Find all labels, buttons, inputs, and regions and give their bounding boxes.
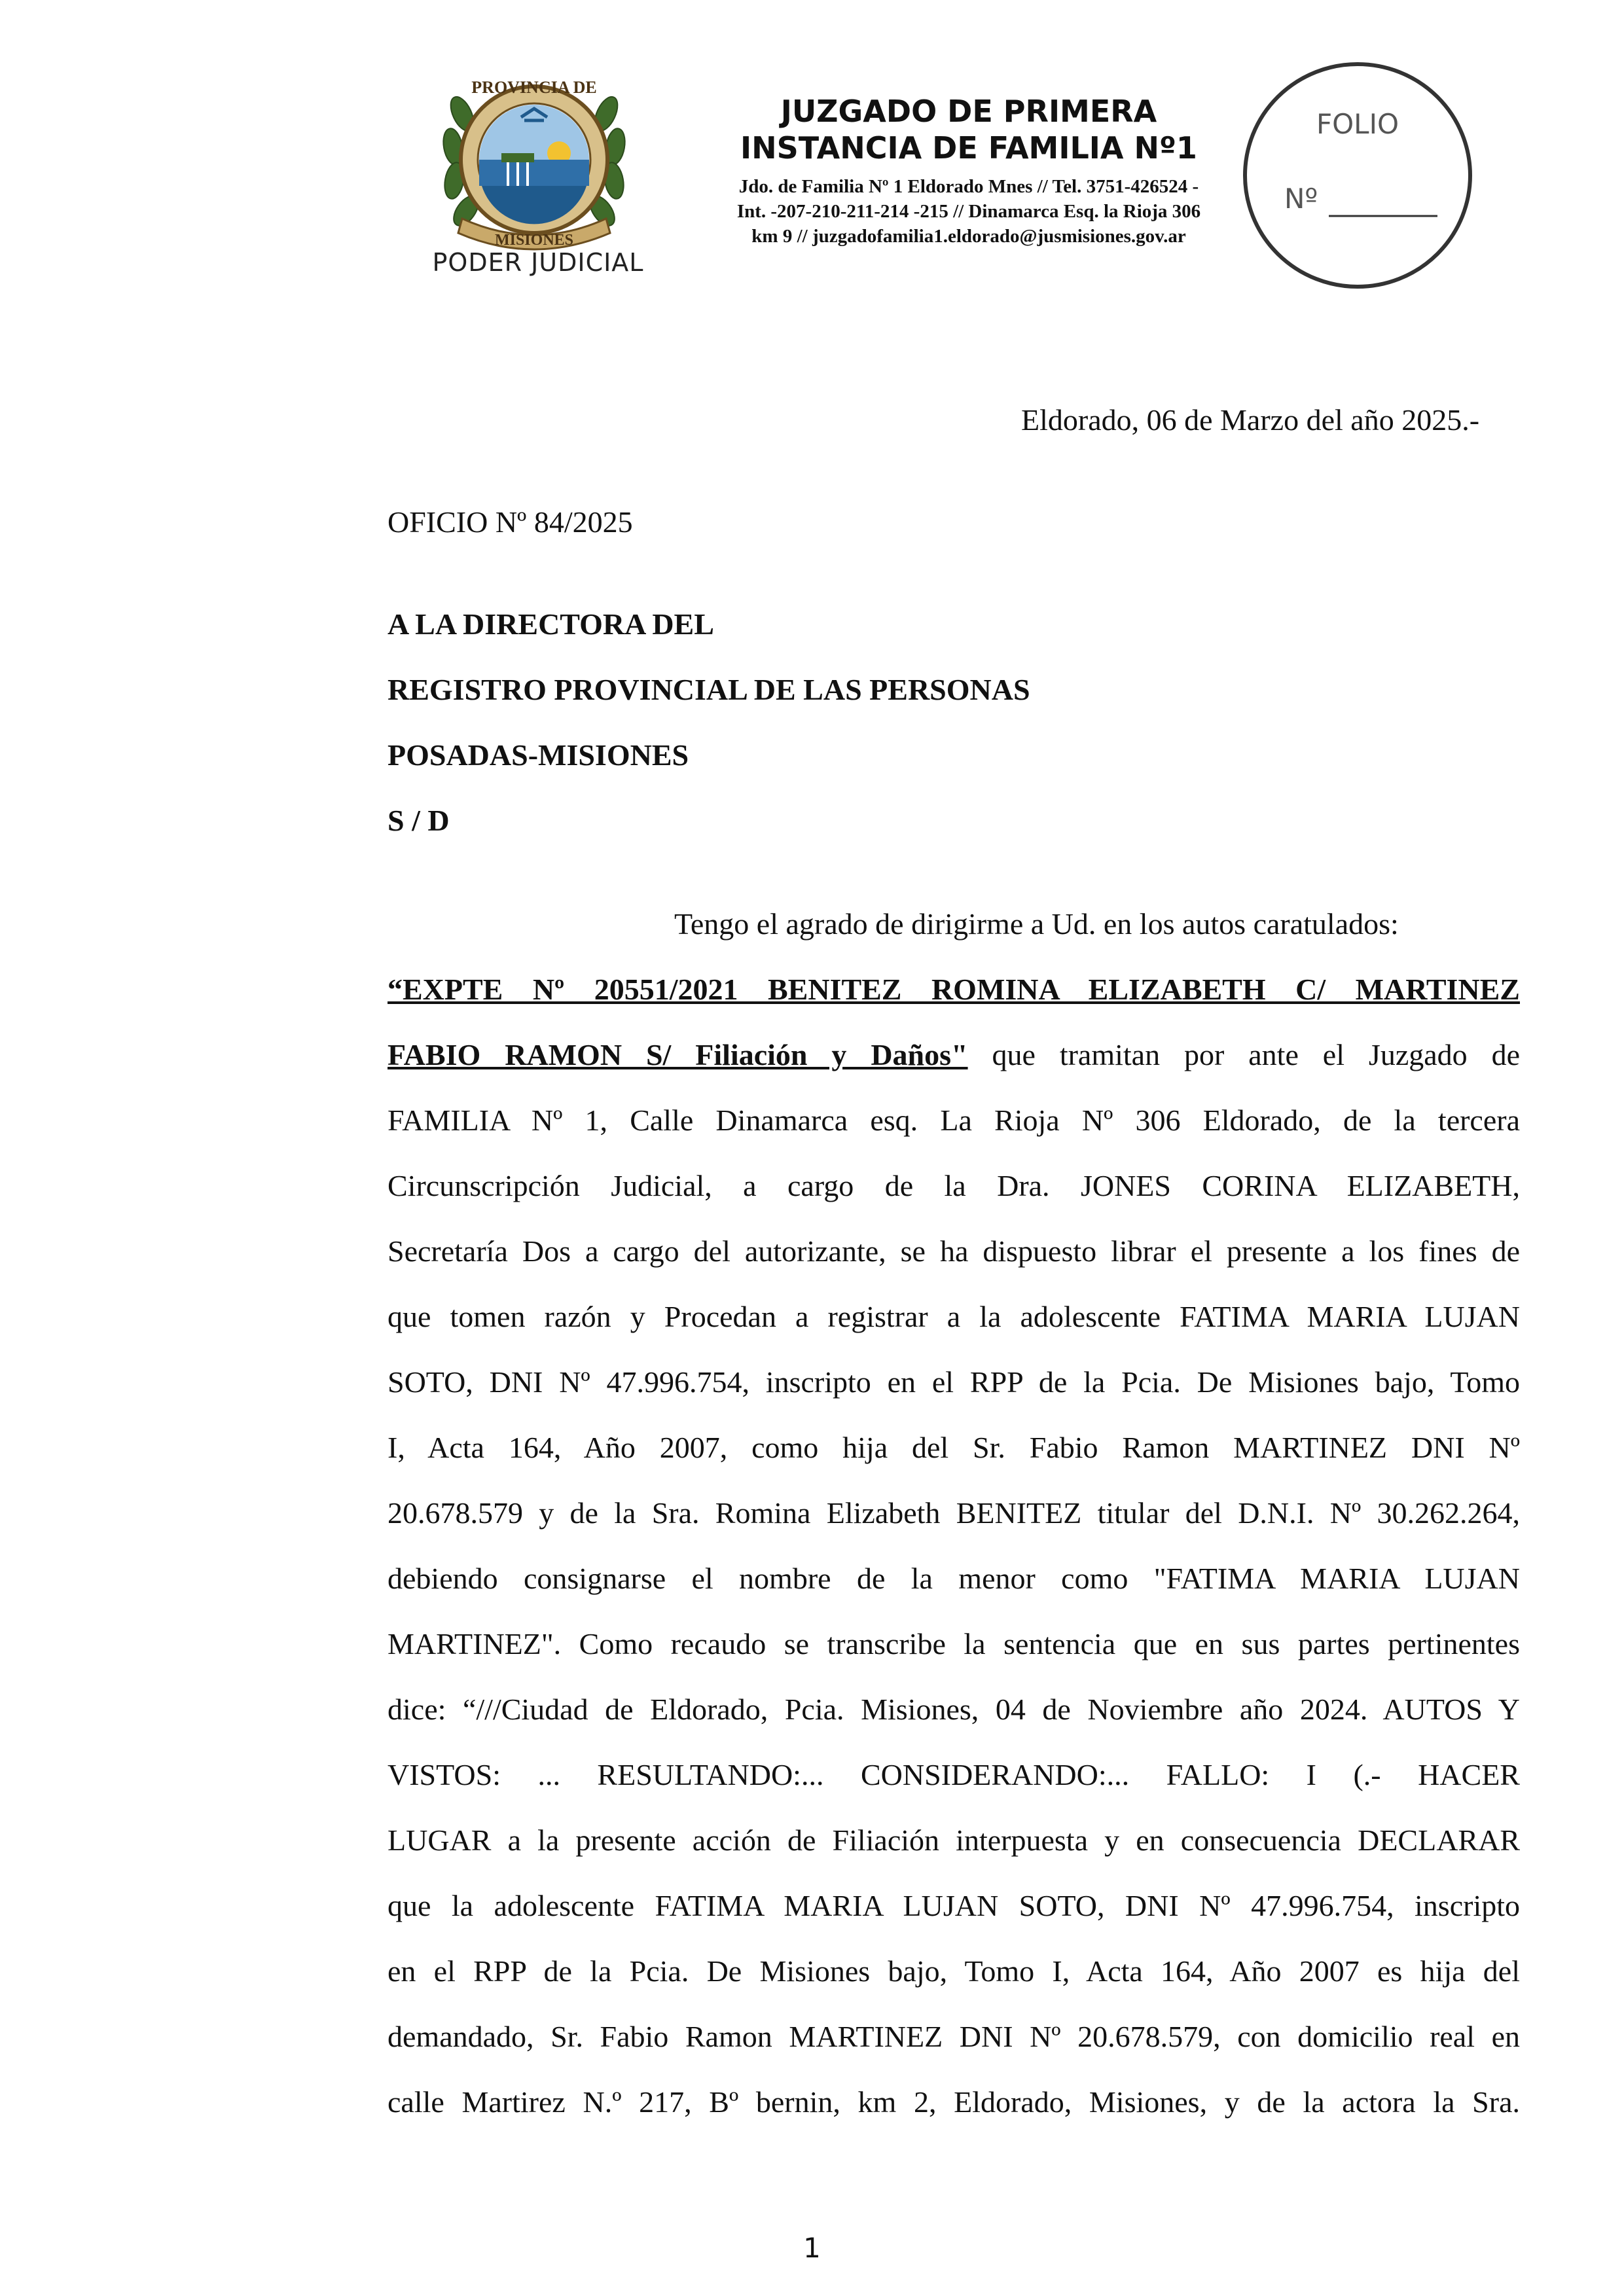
body-line-10: debiendo consignarse el nombre de la menor como "FATIMA MARIA LUJAN	[388, 1562, 1520, 1595]
body-line-6: que tomen razón y Procedan a registrar a la adolescente FATIMA MARIA LUJAN	[388, 1300, 1520, 1333]
court-contact-line-1: Jdo. de Familia Nº 1 Eldorado Mnes // Tel. 3751-426524 -	[738, 176, 1199, 197]
court-contact	[681, 174, 1257, 249]
body-line-7: SOTO, DNI Nº 47.996.754, inscripto en el RPP de la Pcia. De Misiones bajo, Tomo	[388, 1365, 1520, 1399]
case-caption-line-1: “EXPTE Nº 20551/2021 BENITEZ ROMINA ELIZABETH C/ MARTINEZ	[388, 973, 1520, 1006]
case-caption-line-2: FABIO RAMON S/ Filiación y Daños"	[388, 1038, 968, 1071]
court-title-line-2: INSTANCIA DE FAMILIA Nº1	[740, 130, 1197, 166]
body-line-5: Secretaría Dos a cargo del autorizante, se ha dispuesto librar el presente a los fines de	[388, 1234, 1520, 1268]
folio-stamp	[1241, 59, 1483, 295]
court-title	[681, 93, 1257, 166]
seal-top-text: PROVINCIA DE	[471, 78, 597, 97]
date-line: Eldorado, 06 de Marzo del año 2025.-	[1021, 403, 1480, 437]
body-line-12: dice: “///Ciudad de Eldorado, Pcia. Misiones, 04 de Noviembre año 2024. AUTOS Y	[388, 1693, 1520, 1726]
seal-caption: PODER JUDICIAL	[432, 248, 644, 277]
court-title-line-1: JUZGADO DE PRIMERA	[780, 94, 1157, 129]
oficio-number: OFICIO Nº 84/2025	[388, 505, 633, 539]
body-line-16: en el RPP de la Pcia. De Misiones bajo, Tomo I, Acta 164, Año 2007 es hija del	[388, 1954, 1520, 1988]
court-contact-line-2: Int. -207-210-211-214 -215 // Dinamarca Esq. la Rioja 306	[736, 201, 1201, 222]
body-line-4: Circunscripción Judicial, a cargo de la Dra. JONES CORINA ELIZABETH,	[388, 1169, 1520, 1202]
folio-number-label: Nº	[1284, 183, 1318, 215]
seal-bottom-text: MISIONES	[494, 232, 574, 249]
body-line-17: demandado, Sr. Fabio Ramon MARTINEZ DNI Nº 20.678.579, con domicilio real en	[388, 2020, 1520, 2053]
folio-label: FOLIO	[1316, 108, 1399, 140]
body-line-8: I, Acta 164, Año 2007, como hija del Sr. Fabio Ramon MARTINEZ DNI Nº	[388, 1431, 1520, 1464]
body-line-15: que la adolescente FATIMA MARIA LUJAN SOTO, DNI Nº 47.996.754, inscripto	[388, 1889, 1520, 1922]
page-number: 1	[803, 2232, 821, 2264]
body-line-2-rest: que tramitan por ante el Juzgado de	[967, 1038, 1520, 1071]
body-line-18: calle Martirez N.º 217, Bº bernin, km 2, Eldorado, Misiones, y de la actora la Sra.	[388, 2085, 1520, 2119]
poder-judicial-seal	[416, 55, 665, 278]
addressee-line-4: S / D	[388, 804, 450, 837]
opening-sentence: Tengo el agrado de dirigirme a Ud. en los autos caratulados:	[674, 907, 1399, 941]
body-line-9: 20.678.579 y de la Sra. Romina Elizabeth BENITEZ titular del D.N.I. Nº 30.262.264,	[388, 1496, 1520, 1530]
body-line-3: FAMILIA Nº 1, Calle Dinamarca esq. La Rioja Nº 306 Eldorado, de la tercera	[388, 1103, 1520, 1137]
body-line-2	[388, 1037, 1520, 1073]
addressee-line-2: REGISTRO PROVINCIAL DE LAS PERSONAS	[388, 673, 1030, 706]
addressee-line-1: A LA DIRECTORA DEL	[388, 607, 714, 641]
body-line-14: LUGAR a la presente acción de Filiación interpuesta y en consecuencia DECLARAR	[388, 1823, 1520, 1857]
body-line-13: VISTOS: ... RESULTANDO:... CONSIDERANDO:... FALLO: I (.- HACER	[388, 1758, 1520, 1791]
court-contact-line-3: km 9 // juzgadofamilia1.eldorado@jusmisiones.gov.ar	[751, 226, 1186, 247]
body-line-11: MARTINEZ". Como recaudo se transcribe la sentencia que en sus partes pertinentes	[388, 1627, 1520, 1660]
addressee-line-3: POSADAS-MISIONES	[388, 738, 689, 772]
